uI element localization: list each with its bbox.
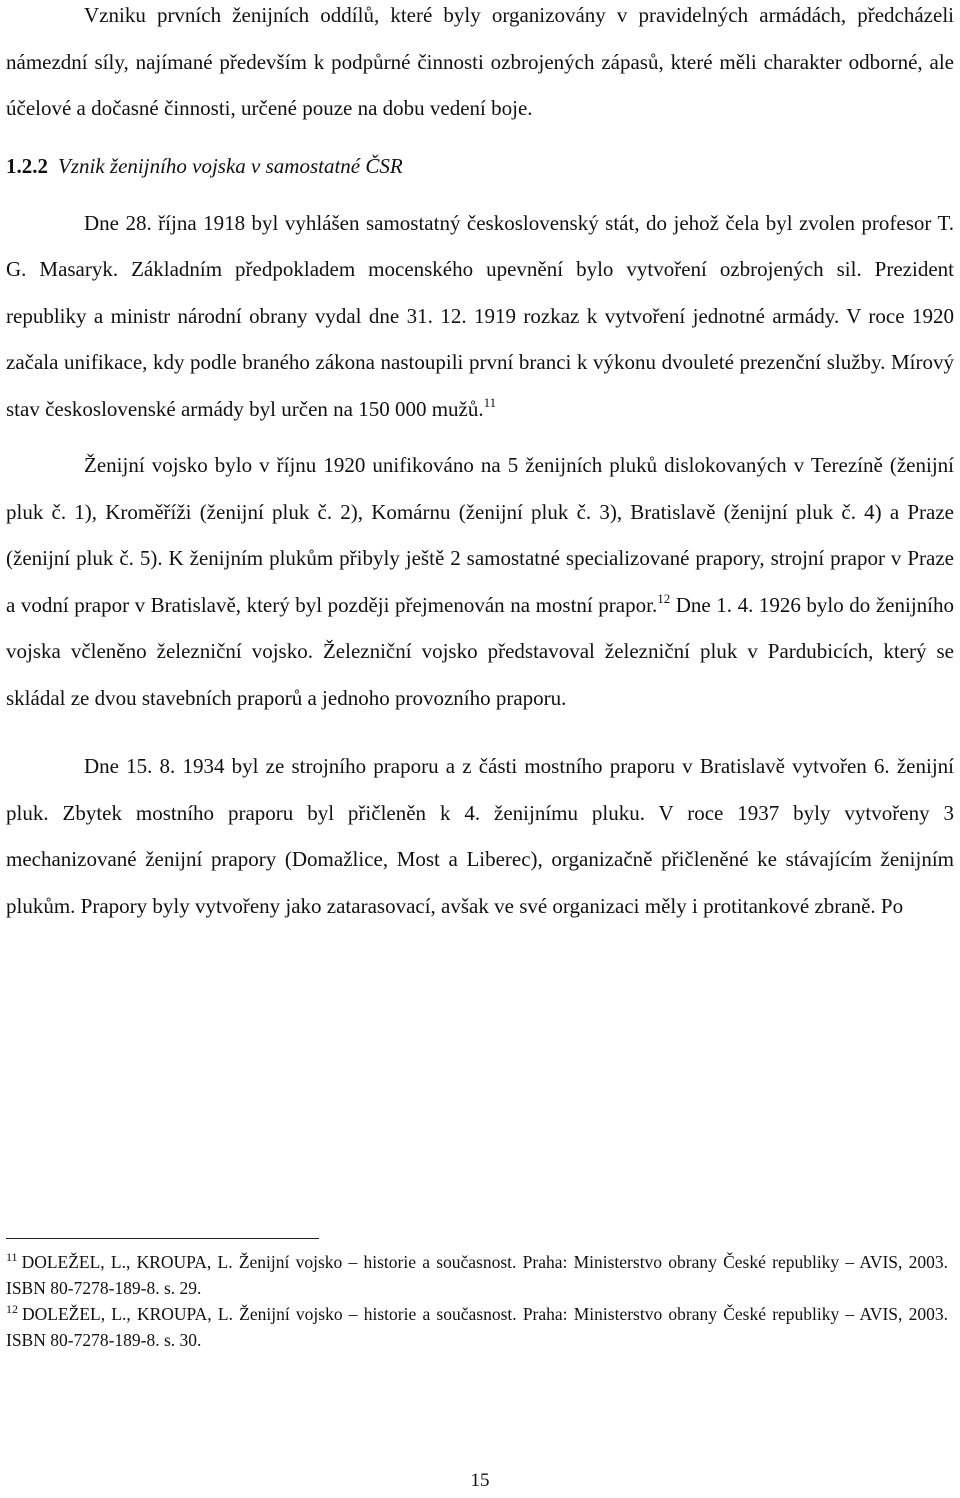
footnote-text: DOLEŽEL, L., KROUPA, L. Ženijní vojsko – historie a současnost. Praha: Ministerstvo obrany České republiky – AVIS, 2003. ISBN 80-7278-189-8. s. 30.: [6, 1304, 948, 1350]
footnote-ref-11[interactable]: 11: [483, 394, 497, 410]
page-body: [6, 0, 954, 929]
section-number: 1.2.2: [6, 153, 48, 178]
footnote-11: [6, 1249, 948, 1301]
footnote-12: [6, 1301, 948, 1353]
paragraph-1934-text: Dne 15. 8. 1934 byl ze strojního praporu a z části mostního praporu v Bratislavě vytvořen 6. ženijní pluk. Zbytek mostního praporu byl přičleněn k 4. ženijnímu pluku. V roce 1937 byly vytvořeny 3 mechanizované ženijní prapory (Domažlice, Most a Liberec), organizačně přičleněné ke stávajícím ženijním plukům. Prapory byly vytvořeny jako zatarasovací, avšak ve své organizaci měly i protitankové zbraně. Po: [6, 754, 954, 918]
paragraph-unification-text-b: Dne 1. 4. 1926 bylo do ženijního vojska včleněno železniční vojsko. Železniční vojsko představoval železniční pluk v Pardubicích, který se skládal ze dvou stavebních praporů a jednoho provozního praporu.: [6, 592, 955, 710]
paragraph-unification: [6, 442, 954, 721]
page-number: 15: [470, 1470, 490, 1491]
paragraph-intro-text: Vzniku prvních ženijních oddílů, které byly organizovány v pravidelných armádách, předcházeli námezdní síly, najímané především k podpůrné činnosti ozbrojených zápasů, které měli charakter odborné, ale účelové a dočasné činnosti, určené pouze na dobu vedení boje.: [6, 3, 954, 120]
section-heading: [6, 146, 954, 186]
paragraph-intro: [6, 0, 954, 132]
paragraph-founding: [6, 200, 954, 433]
footnote-separator: [6, 1238, 319, 1239]
footnotes: [6, 1249, 948, 1353]
footnote-text: DOLEŽEL, L., KROUPA, L. Ženijní vojsko – historie a současnost. Praha: Ministerstvo obrany České republiky – AVIS, 2003. ISBN 80-7278-189-8. s. 29.: [6, 1252, 948, 1298]
footnote-number: 11: [6, 1250, 18, 1264]
paragraph-founding-text: Dne 28. října 1918 byl vyhlášen samostatný československý stát, do jehož čela byl zvolen profesor T. G. Masaryk. Základním předpokladem mocenského upevnění bylo vytvoření ozbrojených sil. Prezident republiky a ministr národní obrany vydal dne 31. 12. 1919 rozkaz k vytvoření jednotné armády. V roce 1920 začala unifikace, kdy podle braného zákona nastoupili první branci k výkonu dvouleté prezenční služby. Mírový stav československé armády byl určen na 150 000 mužů.: [6, 210, 954, 421]
footnote-number: 12: [6, 1302, 18, 1316]
footnote-ref-12[interactable]: 12: [657, 590, 671, 606]
paragraph-1934: [6, 743, 954, 929]
section-title: Vznik ženijního vojska v samostatné ČSR: [58, 153, 403, 178]
paragraph-unification-text-a: Ženijní vojsko bylo v říjnu 1920 unifikováno na 5 ženijních pluků dislokovaných v Terezíně (ženijní pluk č. 1), Kroměříži (ženijní pluk č. 2), Komárnu (ženijní pluk č. 3), Bratislavě (ženijní pluk č. 4) a Praze (ženijní pluk č. 5). K ženijním plukům přibyly ještě 2 samostatné specializované prapory, strojní prapor v Praze a vodní prapor v Bratislavě, který byl později přejmenován na mostní prapor.: [6, 453, 954, 617]
